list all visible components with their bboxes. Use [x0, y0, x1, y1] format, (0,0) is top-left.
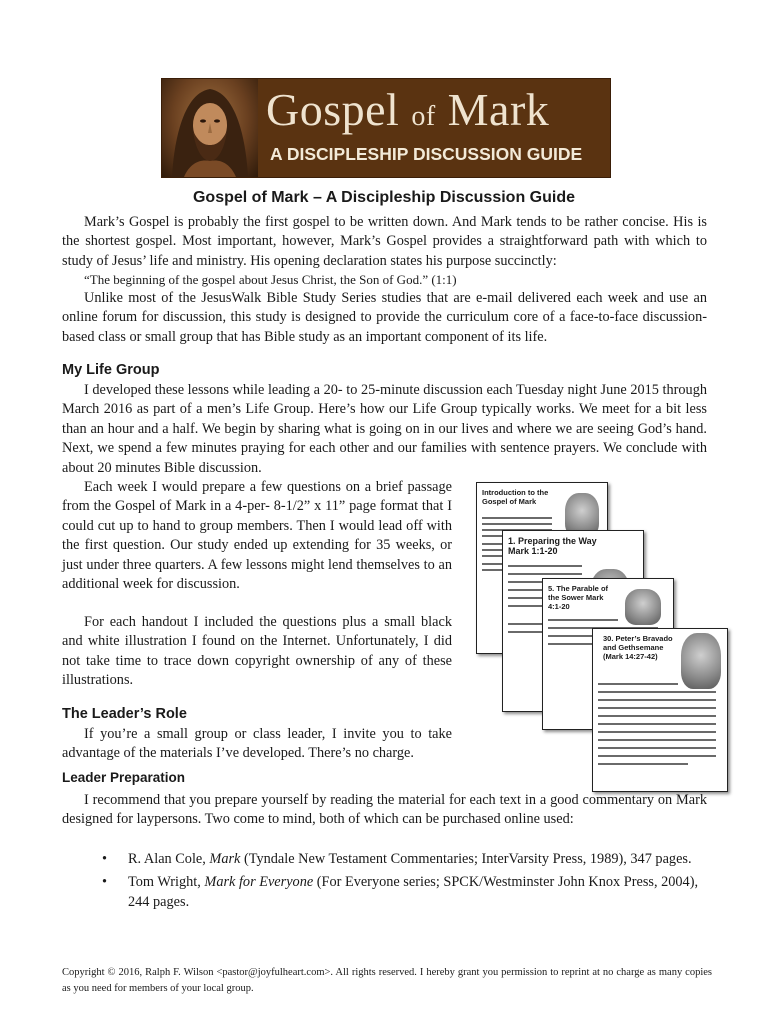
handout-title: 1. Preparing the Way Mark 1:1-20 [508, 536, 597, 556]
leaders-role-paragraph [62, 725, 452, 764]
bullet-icon: • [102, 874, 108, 891]
section-heading-leaders-role: The Leader’s Role [62, 706, 187, 722]
life-group-paragraph-3-text: For each handout I included the questions plus a small black and white illustration I found on the Internet. Unfortunately, I did not take time to trace down copyright ownership of any of these illustrations. [62, 614, 452, 689]
intro-paragraph-1-text: Mark’s Gospel is probably the first gospel to be written down. And Mark tends to be rather concise. His is the shortest gospel. Most important, however, Mark’s Gospel provides a straightforward path with which to study of Jesus’ life and ministry. His opening declaration states his purpose succinctly: [62, 214, 707, 269]
list-item-prefix: Tom Wright, [128, 874, 205, 891]
list-item-book-title: Mark [209, 851, 241, 867]
list-item [62, 873, 707, 912]
banner-title-of: of [411, 101, 436, 132]
leader-preparation-paragraph-text: I recommend that you prepare yourself by reading the material for each text in a good commentary on Mark designed for laypersons. Two come to mind, both of which can be purchased online used: [62, 792, 707, 828]
handout-title: 5. The Parable of the Sower Mark 4:1-20 [548, 584, 609, 611]
banner-title-gospel: Gospel [266, 84, 412, 135]
banner-title-mark: Mark [435, 84, 550, 135]
life-group-paragraph-2 [62, 478, 452, 594]
intro-paragraph-2-text: Unlike most of the JesusWalk Bible Study Series studies that are e-mail delivered each week and use an online forum for discussion, this study is designed to provide the curriculum core of a face-to-face discussion-based class or small group that has Bible study as an important component of its life. [62, 290, 707, 345]
handout-title: Introduction to the Gospel of Mark [482, 488, 549, 506]
list-item-book-title: Mark for Everyone [204, 874, 314, 891]
leaders-role-paragraph-text: If you’re a small group or class leader, I invite you to take advantage of the materials I’ve developed. There’s no charge. [62, 726, 452, 762]
copyright-footer: Copyright © 2016, Ralph F. Wilson <pastor@joyfulheart.com>. All rights reserved. I hereby grant you permission to reprint at no charge as many copies as you need for members of your local group. [62, 967, 712, 994]
banner-subtitle: A DISCIPLESHIP DISCUSSION GUIDE [270, 144, 583, 164]
banner-title [266, 81, 606, 139]
list-item-suffix: (Tyndale New Testament Commentaries; InterVarsity Press, 1989), 347 pages. [240, 851, 692, 867]
list-item-prefix: R. Alan Cole, [128, 851, 210, 867]
sower-illustration-icon [625, 589, 661, 625]
handout-sheet [592, 628, 728, 792]
list-item-suffix: (For Everyone series; SPCK/Westminster John Knox Press, 2004), 244 pages. [128, 874, 699, 910]
list-item [62, 850, 707, 869]
subheading-leader-preparation: Leader Preparation [62, 770, 186, 785]
life-group-paragraph-3 [62, 613, 452, 691]
handout-title: 30. Peter’s Bravado and Gethsemane (Mark 14:27-42) [603, 634, 673, 661]
intro-paragraph-1 [62, 213, 707, 271]
document-title: Gospel of Mark – A Discipleship Discussion Guide [192, 189, 575, 206]
portrait-illustration [162, 79, 258, 177]
life-group-paragraph-1 [62, 381, 707, 478]
bullet-icon: • [102, 851, 108, 867]
header-banner [161, 78, 611, 178]
gethsemane-illustration-icon [681, 633, 721, 689]
section-heading-life-group: My Life Group [62, 362, 160, 378]
intro-paragraph-2 [62, 289, 707, 347]
commentary-list [62, 850, 707, 916]
life-group-paragraph-1-text: I developed these lessons while leading a 20- to 25-minute discussion each Tuesday night June 2015 through March 2016 as part of a men’s Life Group. Here’s how our Life Group typically works. We meet for a bit less than an hour and a half. We begin by sharing what is going on in our lives and where we are seeing God’s hand. Next, we spend a few minutes praying for each other and our families with sentence prayers. We conclude with about 20 minutes Bible discussion. [62, 382, 707, 476]
handout-samples-illustration [472, 478, 732, 798]
jesus-portrait [162, 79, 258, 177]
intro-quote: “The beginning of the gospel about Jesus Christ, the Son of God.” (1:1) [84, 272, 457, 287]
life-group-paragraph-2-text: Each week I would prepare a few questions on a brief passage from the Gospel of Mark in a 4-per- 8-1/2” x 11” page format that I could cut up to hand to group members. Then I would lead off with the first question. Our study ended up extending for 35 weeks, or just under three quarters. A few lessons might lend themselves to an additional week for discussion. [62, 479, 452, 593]
